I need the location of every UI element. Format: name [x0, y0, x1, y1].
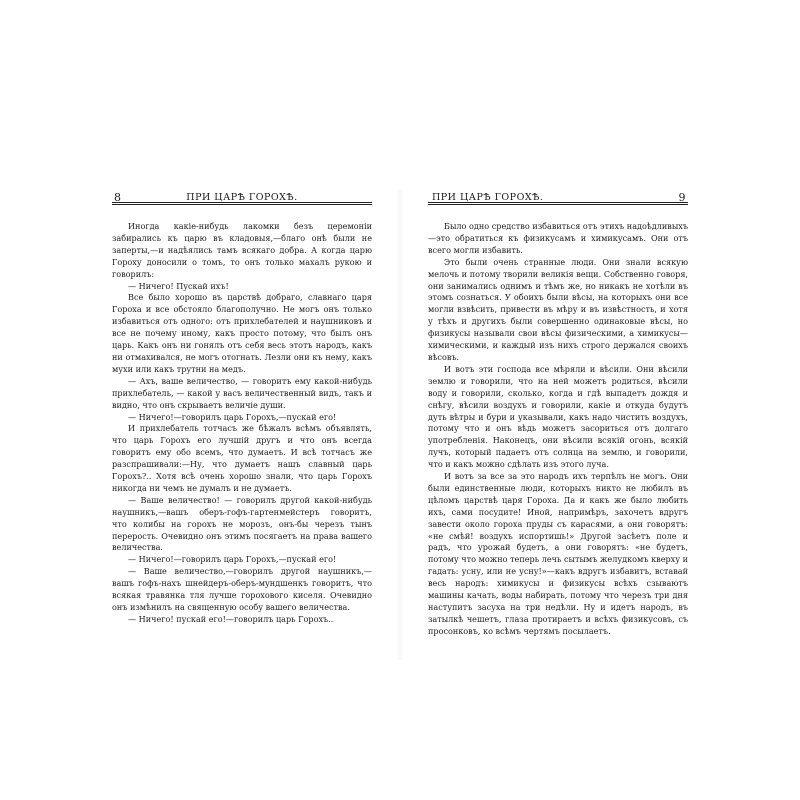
paragraph: — Ничего! Пускай ихъ! — [128, 280, 229, 291]
left-running-head — [112, 188, 372, 208]
paragraph: И вотъ эти господа все мѣряли и вѣсили. Они вѣсили землю и говорили, что на ней можетъ родиться, вѣсили воду и говорили, сколько, когда и гдѣ выпадетъ дождя и снѣгу, вѣсили воздухъ и говорили, какіе и откуда будутъ дуть вѣтры и бури и указывали, какъ надо чистить воздухъ, потому что и онъ вѣдь можетъ засориться отъ долгаго употребленія. Наконецъ, они вѣсили всякій огонь, всякій лучъ, который падаетъ отъ солнца на землю, и говорили, что и какъ можно сдѣлать изъ этого луча. — [428, 363, 688, 470]
paragraph: Это были очень странные люди. Они знали всякую мелочь и потому творили великія вещи. Собственно говоря, они занимались однимъ и тѣмъ же, но никакъ не хотѣли въ этомъ сознаться. У обоихъ были вѣсы, на которыхъ они все могли взвѣсить, привести въ мѣру и въ извѣстность, и хотя у тѣхъ и другихъ были совершенно одинаковые вѣсы, но физикусы называли свои вѣсы физическими, а химикусы—химическими, и каждый изъ нихъ строго держался своихъ вѣсовъ. — [428, 256, 688, 362]
left-body-text — [112, 221, 372, 626]
right-body-text — [428, 221, 688, 638]
right-running-title: ПРИ ЦАРѢ ГОРОХѢ. — [432, 192, 544, 203]
right-running-head — [428, 188, 688, 208]
paragraph: — Ничего! пускай его!—говорилъ царь Горохъ.. — [128, 613, 334, 624]
paragraph: — Ваше величество,—говорилъ другой наушникъ,—вашъ гофъ-нахъ шнейдеръ-оберъ-мундшенкъ говоритъ, что всякая травянка тля лучше горохового киселя. Очевидно онъ измѣнилъ на священную особу вашего величества. — [112, 566, 372, 612]
paragraph: — Ахъ, ваше величество, — говоритъ ему какой-нибудь прихлебатель, — какой у васъ величественный видъ, такъ и видно, что онъ скрываетъ величіе души. — [112, 375, 372, 410]
right-page — [428, 188, 688, 658]
paragraph: Было одно средство избавиться отъ этихъ надоѣдливыхъ—это обратиться къ физикусамъ и химикусамъ. Они отъ всего могли избавить. — [428, 221, 688, 255]
right-page-number: 9 — [678, 191, 686, 204]
left-page-number: 8 — [114, 191, 122, 204]
paragraph: И вотъ за все за это народъ ихъ терпѣлъ не могъ. Они были единственные люди, которыхъ никто не любилъ въ цѣломъ царствѣ царя Гороха. Да и какъ же было любить ихъ, сами посудите! Иной, напримѣръ, захочетъ вдругъ завести около гороха пруды съ карасями, а они говорятъ: «не смѣй! воздухъ испортишь!» Другой засѣетъ поле и радъ, что урожай будетъ, а они говорятъ: «не будетъ, потому что можно теперь лечь сытымъ желудкомъ кверху и гадать: усну, или не усну!»—какъ вдругъ избавитъ, вставай весь народъ: химикусы и физикусы всѣхъ сзываютъ машины качать, воды набирать, потому что черезъ три дня наступитъ засуха на три недѣли. Ну и идетъ народъ, въ затылкѣ чешетъ, глаза протираетъ и всѣхъ физикусовъ, съ просонковъ, ко всѣмъ чертямъ посылаетъ. — [428, 471, 688, 636]
paragraph: Иногда какіе-нибудь лакомки безъ церемоніи забирались къ царю въ кладовыя,—благо онѣ были не заперты,—и надѣялись тамъ всякаго добра. А когда царю Гороху доносили о томъ, то онъ только махалъ рукою и говорилъ: — [112, 221, 372, 279]
left-running-title: ПРИ ЦАРѢ ГОРОХѢ. — [186, 192, 298, 203]
right-header-rule — [428, 202, 688, 205]
paragraph: — Ваше величество! — говорилъ другой какой-нибудь наушникъ,—вашъ оберъ-гофъ-гартенмейстеръ говоритъ, что колибы на горохъ не морозъ, онъ-бы черезъ тынъ перерость. Очевидно онъ этимъ посягаетъ на права вашего величества. — [112, 494, 372, 553]
paragraph: Все было хорошо въ царствѣ добраго, славнаго царя Гороха и все обстояло благополучно. Не могъ онъ только избавиться отъ одного: отъ прихлебателей и наушниковъ и все не почему иному, какъ просто потому, что былъ онъ царь. Какъ онъ ни гонялъ отъ себя весь этотъ народъ, какъ ни отмахивался, не могъ отогнать. Лезли они къ нему, какъ мухи или какъ трутни на медъ. — [112, 292, 372, 374]
left-page — [112, 188, 372, 658]
left-header-rule — [112, 202, 372, 205]
paragraph: — Ничего!—говорилъ царь Горохъ,—пускай его! — [128, 411, 337, 422]
paragraph: И прихлебатель тотчасъ же бѣжалъ всѣмъ объявлять, что царь Горохъ его лучшій другъ и что онъ всегда говоритъ ему обо всемъ, что думаетъ. И всѣ тотчасъ же разспрашивали:—Ну, что думаетъ нашъ славный царь Горохъ?.. Хотя всѣ очень хорошо знали, что царь Горохъ никогда ни чемъ не думалъ и не думаетъ. — [112, 423, 372, 493]
paragraph: — Ничего!—говорилъ царь Горохъ,—пускай его! — [128, 554, 337, 565]
gutter — [396, 190, 404, 660]
